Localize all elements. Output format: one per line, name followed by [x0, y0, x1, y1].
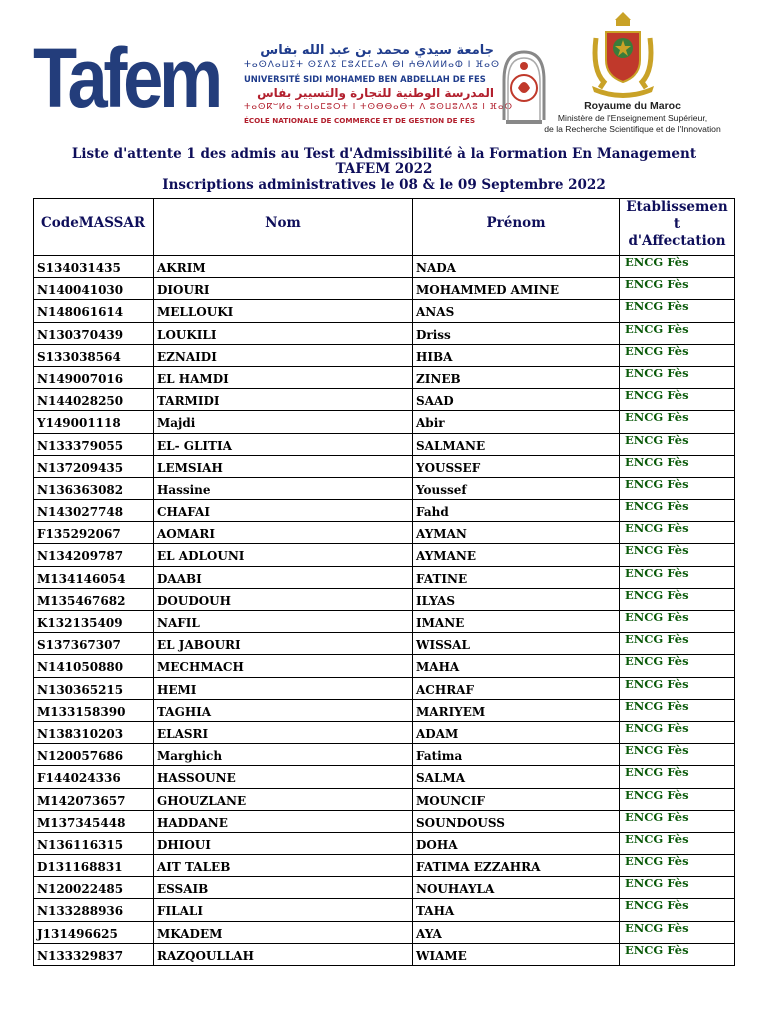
- cell-etablissement: ENCG Fès: [625, 720, 689, 735]
- table-row: [33, 256, 735, 278]
- cell-nom: Marghich: [154, 744, 413, 765]
- moroccan-coat-of-arms-icon: [582, 10, 664, 98]
- cell-code-massar: S133038564: [34, 345, 154, 366]
- cell-etablissement: ENCG Fès: [625, 942, 689, 957]
- school-name-french: ÉCOLE NATIONALE DE COMMERCE ET DE GESTION DE FES: [244, 116, 476, 125]
- title-line-3: Inscriptions administratives le 08 & le 09 Septembre 2022: [162, 177, 606, 193]
- cell-code-massar: N138310203: [34, 722, 154, 743]
- cell-code-massar: N144028250: [34, 389, 154, 410]
- cell-nom: MECHMACH: [154, 655, 413, 676]
- table-row: [33, 899, 735, 921]
- table-row: [33, 411, 735, 433]
- cell-code-massar: F135292067: [34, 522, 154, 543]
- cell-prenom: Abir: [413, 411, 620, 432]
- cell-etablissement: ENCG Fès: [625, 410, 689, 425]
- cell-nom: FILALI: [154, 899, 413, 920]
- cell-code-massar: N137209435: [34, 456, 154, 477]
- cell-etablissement: ENCG Fès: [625, 632, 689, 647]
- cell-prenom: ACHRAF: [413, 678, 620, 699]
- cell-nom: AKRIM: [154, 256, 413, 277]
- cell-prenom: Fahd: [413, 500, 620, 521]
- cell-nom: LOUKILI: [154, 323, 413, 344]
- cell-nom: LEMSIAH: [154, 456, 413, 477]
- table-row: [33, 633, 735, 655]
- cell-code-massar: N134209787: [34, 544, 154, 565]
- table-row: [33, 655, 735, 677]
- table-row: [33, 567, 735, 589]
- table-row: [33, 700, 735, 722]
- cell-code-massar: N148061614: [34, 300, 154, 321]
- cell-nom: ESSAIB: [154, 877, 413, 898]
- table-row: [33, 323, 735, 345]
- cell-etablissement: ENCG Fès: [625, 321, 689, 336]
- cell-nom: GHOUZLANE: [154, 789, 413, 810]
- university-name-tifinagh: ⵜⴰⵙⴷⴰⵡⵉⵜ ⵙⵉⴷⵉ ⵎⵓⵃⵎⵎⴰⴷ ⴱⵏ ⵄⴱⴷⵍⵍⴰⵀ ⵏ ⴼⴰⵙ: [244, 60, 500, 70]
- title-line-1: Liste d'attente 1 des admis au Test d'Admissibilité à la Formation En Management: [71, 146, 697, 162]
- cell-code-massar: S134031435: [34, 256, 154, 277]
- cell-prenom: DOHA: [413, 833, 620, 854]
- cell-nom: AIT TALEB: [154, 855, 413, 876]
- university-name-arabic: جامعة سيدي محمد بن عبد الله بفاس: [260, 43, 494, 58]
- cell-code-massar: N143027748: [34, 500, 154, 521]
- cell-code-massar: N141050880: [34, 655, 154, 676]
- cell-nom: MKADEM: [154, 922, 413, 943]
- ministry-block: [520, 100, 745, 135]
- cell-etablissement: ENCG Fès: [625, 587, 689, 602]
- cell-code-massar: N133379055: [34, 434, 154, 455]
- cell-prenom: Driss: [413, 323, 620, 344]
- cell-nom: HADDANE: [154, 811, 413, 832]
- title-line-2: TAFEM 2022: [335, 161, 433, 177]
- cell-etablissement: ENCG Fès: [625, 343, 689, 358]
- cell-nom: DIOURI: [154, 278, 413, 299]
- cell-etablissement: ENCG Fès: [625, 476, 689, 491]
- cell-etablissement: ENCG Fès: [625, 787, 689, 802]
- table-row: [33, 544, 735, 566]
- cell-prenom: TAHA: [413, 899, 620, 920]
- cell-prenom: SALMANE: [413, 434, 620, 455]
- cell-code-massar: Y149001118: [34, 411, 154, 432]
- table-header: [33, 198, 735, 256]
- table-row: [33, 833, 735, 855]
- cell-nom: DHIOUI: [154, 833, 413, 854]
- cell-prenom: MOUNCIF: [413, 789, 620, 810]
- header-nom: Nom: [154, 199, 413, 255]
- cell-prenom: AYA: [413, 922, 620, 943]
- table-row: [33, 944, 735, 966]
- table-row: [33, 589, 735, 611]
- cell-code-massar: M137345448: [34, 811, 154, 832]
- cell-prenom: MOHAMMED AMINE: [413, 278, 620, 299]
- table-row: [33, 434, 735, 456]
- cell-nom: TAGHIA: [154, 700, 413, 721]
- cell-code-massar: M133158390: [34, 700, 154, 721]
- university-block: [244, 43, 514, 128]
- table-row: [33, 922, 735, 944]
- ministry-line-1: Ministère de l'Enseignement Supérieur,: [557, 113, 708, 123]
- cell-code-massar: F144024336: [34, 766, 154, 787]
- table-row: [33, 345, 735, 367]
- cell-etablissement: ENCG Fès: [625, 698, 689, 713]
- cell-nom: EL- GLITIA: [154, 434, 413, 455]
- table-row: [33, 389, 735, 411]
- cell-prenom: NADA: [413, 256, 620, 277]
- cell-nom: AOMARI: [154, 522, 413, 543]
- table-row: [33, 789, 735, 811]
- cell-prenom: YOUSSEF: [413, 456, 620, 477]
- cell-etablissement: ENCG Fès: [625, 765, 689, 780]
- cell-etablissement: ENCG Fès: [625, 255, 689, 269]
- cell-nom: EZNAIDI: [154, 345, 413, 366]
- cell-etablissement: ENCG Fès: [625, 610, 689, 624]
- table-row: [33, 678, 735, 700]
- cell-code-massar: N120057686: [34, 744, 154, 765]
- table-body: [33, 256, 735, 966]
- cell-prenom: SALMA: [413, 766, 620, 787]
- cell-etablissement: ENCG Fès: [625, 454, 689, 469]
- page-header: [0, 0, 768, 142]
- cell-etablissement: ENCG Fès: [625, 299, 689, 314]
- cell-nom: DAABI: [154, 567, 413, 588]
- cell-code-massar: K132135409: [34, 611, 154, 632]
- header-prenom: Prénom: [413, 199, 620, 255]
- cell-prenom: MAHA: [413, 655, 620, 676]
- cell-etablissement: ENCG Fès: [625, 521, 689, 536]
- cell-nom: Hassine: [154, 478, 413, 499]
- cell-etablissement: ENCG Fès: [625, 432, 689, 447]
- cell-code-massar: N130370439: [34, 323, 154, 344]
- cell-prenom: NOUHAYLA: [413, 877, 620, 898]
- document-titles: [0, 147, 768, 194]
- ministry-line-2: de la Recherche Scientifique et de l'Innovation: [544, 124, 721, 134]
- cell-prenom: Fatima: [413, 744, 620, 765]
- table-row: [33, 855, 735, 877]
- cell-prenom: WISSAL: [413, 633, 620, 654]
- table-row: [33, 478, 735, 500]
- cell-nom: HASSOUNE: [154, 766, 413, 787]
- cell-prenom: ZINEB: [413, 367, 620, 388]
- cell-code-massar: N149007016: [34, 367, 154, 388]
- cell-prenom: IMANE: [413, 611, 620, 632]
- cell-etablissement: ENCG Fès: [625, 676, 689, 691]
- table-row: [33, 500, 735, 522]
- cell-code-massar: N133329837: [34, 944, 154, 965]
- cell-etablissement: ENCG Fès: [625, 654, 689, 669]
- header-code-massar: CodeMASSAR: [34, 199, 154, 255]
- table-row: [33, 278, 735, 300]
- cell-etablissement: ENCG Fès: [625, 365, 689, 380]
- cell-prenom: SAAD: [413, 389, 620, 410]
- cell-nom: RAZQOULLAH: [154, 944, 413, 965]
- school-name-arabic: المدرسة الوطنية للتجارة والتسيير بفاس: [257, 86, 494, 100]
- cell-nom: EL JABOURI: [154, 633, 413, 654]
- cell-prenom: ILYAS: [413, 589, 620, 610]
- cell-code-massar: M134146054: [34, 567, 154, 588]
- cell-code-massar: M135467682: [34, 589, 154, 610]
- cell-etablissement: ENCG Fès: [625, 920, 689, 935]
- cell-prenom: ANAS: [413, 300, 620, 321]
- waiting-list-table: [33, 198, 735, 966]
- table-row: [33, 811, 735, 833]
- kingdom-name: Royaume du Maroc: [584, 100, 681, 112]
- cell-nom: NAFIL: [154, 611, 413, 632]
- cell-nom: DOUDOUH: [154, 589, 413, 610]
- table-row: [33, 877, 735, 899]
- cell-etablissement: ENCG Fès: [625, 743, 689, 758]
- table-row: [33, 522, 735, 544]
- cell-prenom: ADAM: [413, 722, 620, 743]
- cell-prenom: SOUNDOUSS: [413, 811, 620, 832]
- cell-code-massar: S137367307: [34, 633, 154, 654]
- cell-etablissement: ENCG Fès: [625, 809, 689, 824]
- cell-nom: EL ADLOUNI: [154, 544, 413, 565]
- table-row: [33, 744, 735, 766]
- header-etablissement: Etablissemen t d'Affectation: [626, 199, 728, 249]
- cell-etablissement: ENCG Fès: [625, 831, 689, 846]
- table-row: [33, 722, 735, 744]
- table-row: [33, 300, 735, 322]
- cell-code-massar: N133288936: [34, 899, 154, 920]
- cell-etablissement: ENCG Fès: [625, 565, 689, 580]
- cell-etablissement: ENCG Fès: [625, 898, 689, 913]
- cell-code-massar: M142073657: [34, 789, 154, 810]
- cell-etablissement: ENCG Fès: [625, 543, 689, 558]
- cell-nom: ELASRI: [154, 722, 413, 743]
- cell-etablissement: ENCG Fès: [625, 388, 689, 403]
- table-row: [33, 766, 735, 788]
- cell-code-massar: N130365215: [34, 678, 154, 699]
- cell-etablissement: ENCG Fès: [625, 854, 689, 869]
- cell-code-massar: N136116315: [34, 833, 154, 854]
- table-row: [33, 367, 735, 389]
- cell-code-massar: D131168831: [34, 855, 154, 876]
- cell-prenom: AYMANE: [413, 544, 620, 565]
- cell-code-massar: N120022485: [34, 877, 154, 898]
- table-row: [33, 611, 735, 633]
- cell-code-massar: N140041030: [34, 278, 154, 299]
- cell-prenom: FATIMA EZZAHRA: [413, 855, 620, 876]
- cell-etablissement: ENCG Fès: [625, 499, 689, 514]
- table-row: [33, 456, 735, 478]
- cell-prenom: AYMAN: [413, 522, 620, 543]
- cell-nom: MELLOUKI: [154, 300, 413, 321]
- cell-etablissement: ENCG Fès: [625, 277, 689, 292]
- cell-prenom: FATINE: [413, 567, 620, 588]
- cell-nom: CHAFAI: [154, 500, 413, 521]
- cell-nom: Majdi: [154, 411, 413, 432]
- cell-code-massar: N136363082: [34, 478, 154, 499]
- cell-etablissement: ENCG Fès: [625, 876, 689, 891]
- cell-nom: EL HAMDI: [154, 367, 413, 388]
- school-name-tifinagh: ⵜⴰⵙⴽⵯⵍⴰ ⵜⴰⵏⴰⵎⵓⵔⵜ ⵏ ⵜⵙⴱⴱⴰⴱⵜ ⴷ ⵓⵙⵡⵓⴷⴷⵓ ⵏ ⴼⴰⵙ: [244, 102, 514, 112]
- cell-code-massar: J131496625: [34, 922, 154, 943]
- cell-prenom: HIBA: [413, 345, 620, 366]
- tafem-logo: Tafem: [33, 31, 219, 125]
- cell-prenom: MARIYEM: [413, 700, 620, 721]
- cell-prenom: Youssef: [413, 478, 620, 499]
- university-name-french: UNIVERSITÉ SIDI MOHAMED BEN ABDELLAH DE FES: [244, 74, 486, 84]
- cell-prenom: WIAME: [413, 944, 620, 965]
- cell-nom: TARMIDI: [154, 389, 413, 410]
- cell-nom: HEMI: [154, 678, 413, 699]
